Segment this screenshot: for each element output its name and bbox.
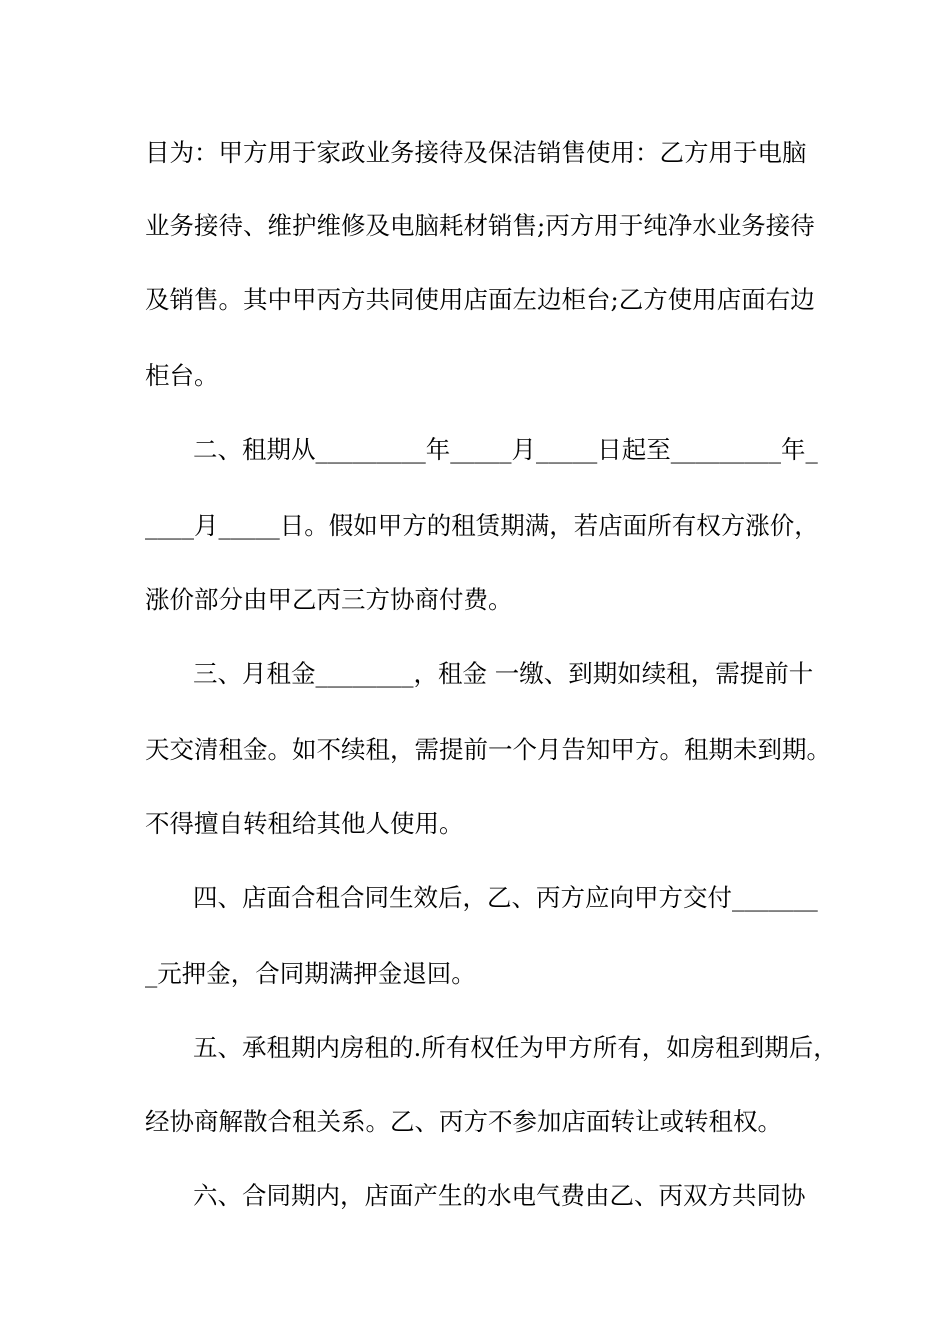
text-line: 六、合同期内，店面产生的水电气费由乙、丙双方共同协 (193, 1181, 806, 1210)
text-line: 四、店面合租合同生效后，乙、丙方应向甲方交付_______ (193, 883, 818, 912)
text-line: 柜台。 (145, 361, 219, 390)
text-line: 三、月租金________，租金 一缴、到期如续租，需提前十 (193, 659, 814, 688)
text-line: _元押金，合同期满押金退回。 (145, 959, 476, 988)
text-line: ____月_____日。假如甲方的租赁期满，若店面所有权方涨价， (145, 511, 819, 540)
text-line: 经协商解散合租关系。乙、丙方不参加店面转让或转租权。 (145, 1107, 782, 1136)
text-line: 天交清租金。如不续租，需提前一个月告知甲方。租期未到期。 (145, 735, 831, 764)
text-line: 涨价部分由甲乙丙三方协商付费。 (145, 585, 513, 614)
text-line: 目为：甲方用于家政业务接待及保洁销售使用：乙方用于电脑 (145, 138, 807, 167)
text-line: 五、承租期内房租的.所有权任为甲方所有，如房租到期后， (193, 1033, 838, 1062)
text-line: 业务接待、维护维修及电脑耗材销售;丙方用于纯净水业务接待 (145, 211, 815, 240)
text-line: 不得擅自转租给其他人使用。 (145, 809, 464, 838)
text-line: 二、租期从_________年_____月_____日起至_________年_ (193, 435, 818, 464)
text-line: 及销售。其中甲丙方共同使用店面左边柜台;乙方使用店面右边 (145, 285, 815, 314)
